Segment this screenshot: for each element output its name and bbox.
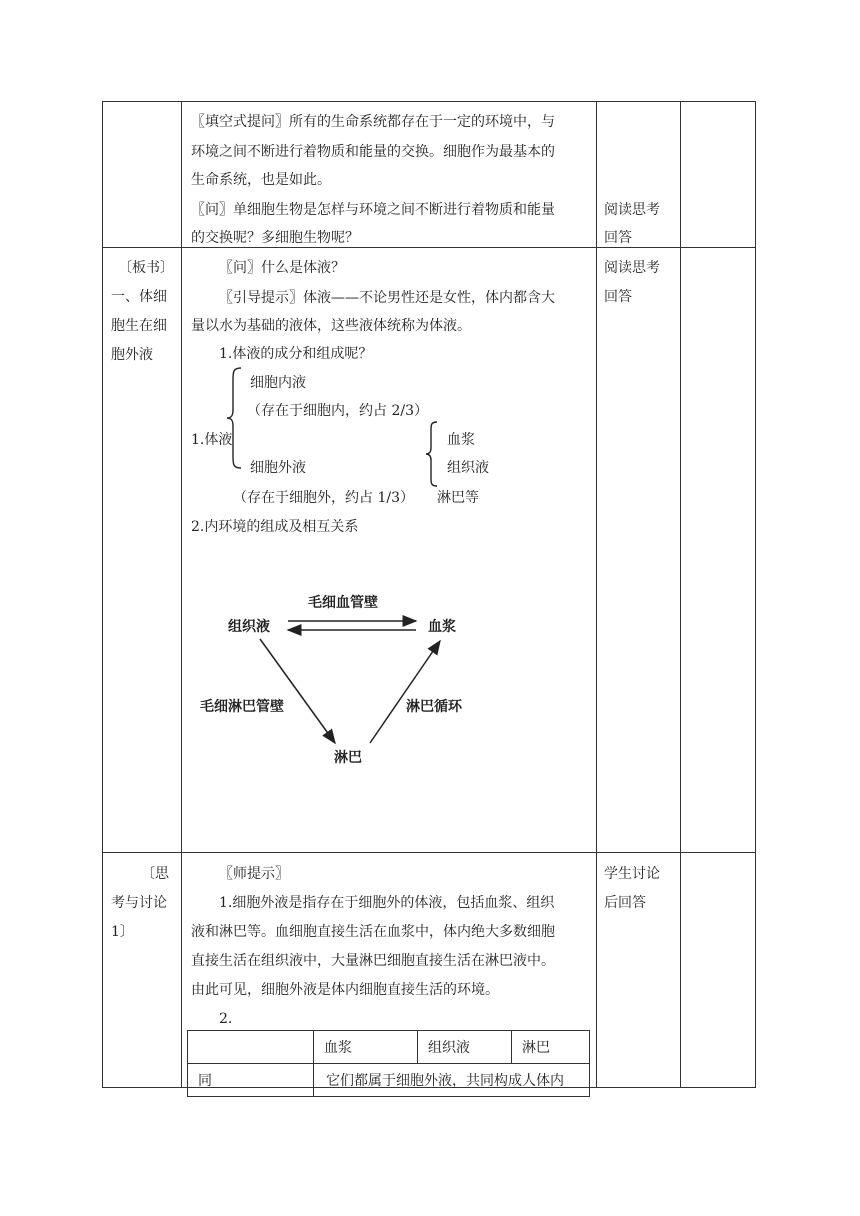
row1-text-line: 的交换呢？多细胞生物呢？: [191, 230, 359, 246]
table-header-row: [188, 1031, 590, 1064]
column-divider-2: [596, 101, 597, 1088]
column-divider-1: [181, 101, 182, 1088]
row2-board-label: 〔板书〕: [118, 260, 174, 276]
capillary-wall-label: 毛细血管壁: [308, 595, 378, 611]
table-header-cell: [188, 1031, 314, 1064]
row-divider-2: [102, 852, 756, 853]
intracellular-fluid-note: （存在于细胞内，约占 2/3）: [247, 403, 428, 419]
lymph-circulation-label: 淋巴循环: [406, 699, 462, 715]
table-cell: 它们都属于细胞外液，共同构成人体内: [314, 1064, 590, 1097]
plasma-label: 血浆: [447, 432, 475, 448]
row2-board-label: 一、体细: [111, 289, 167, 305]
row3-discussion-label: 〔思: [141, 866, 169, 882]
table-header-cell: 血浆: [314, 1031, 418, 1064]
table-border-right: [755, 101, 756, 1088]
extracellular-fluid-note: （存在于细胞外，约占 1/3）: [233, 490, 414, 506]
answer-line: 由此可见，细胞外液是体内细胞直接生活的环境。: [191, 982, 499, 998]
table-row: [188, 1064, 590, 1097]
tissue-fluid-node: 组织液: [228, 619, 270, 635]
arrow-lymph-to-plasma: [370, 641, 440, 743]
table-header-cell: 组织液: [418, 1031, 512, 1064]
lymph-node: 淋巴: [334, 750, 362, 766]
row1-text-line: 〖填空式提问〗所有的生命系统都存在于一定的环境中，与: [191, 114, 555, 130]
teacher-hint-heading: 〖师提示〗: [219, 866, 289, 882]
comparison-table: [187, 1030, 590, 1097]
row3-student-activity: 后回答: [604, 895, 646, 911]
answer-line: 液和淋巴等。血细胞直接生活在血浆中，体内绝大多数细胞: [191, 924, 555, 940]
row2-board-label: 胞生在细: [111, 318, 167, 334]
subheading: 2.内环境的组成及相互关系: [191, 519, 359, 535]
question-line: 〖问〗什么是体液？: [219, 260, 345, 276]
answer-line: 直接生活在组织液中，大量淋巴细胞直接生活在淋巴液中。: [191, 953, 555, 969]
answer-line: 1.细胞外液是指存在于细胞外的体液，包括血浆、组织: [219, 895, 555, 911]
table-cell: 同: [188, 1064, 314, 1097]
column-divider-3: [680, 101, 681, 1088]
row3-student-activity: 学生讨论: [604, 866, 660, 882]
subheading: 1.体液的成分和组成呢？: [219, 346, 373, 362]
row1-text-line: 〖问〗单细胞生物是怎样与环境之间不断进行着物质和能量: [191, 202, 555, 218]
body-fluid-label: 1.体液: [191, 432, 233, 448]
table-border-top: [102, 101, 756, 102]
hint-line: 〖引导提示〗体液——不论男性还是女性，体内都含大: [219, 290, 555, 306]
extracellular-fluid-label: 细胞外液: [250, 460, 306, 476]
left-brace-icon: [225, 366, 245, 470]
table-header-cell: 淋巴: [512, 1031, 590, 1064]
row1-student-activity: 阅读思考: [604, 202, 660, 218]
row2-board-label: 胞外液: [111, 347, 153, 363]
row3-discussion-label: 1〕: [111, 924, 134, 940]
hint-line: 量以水为基础的液体，这些液体统称为体液。: [191, 318, 471, 334]
row1-student-activity: 回答: [604, 230, 632, 246]
tissue-fluid-label: 组织液: [447, 460, 489, 476]
internal-environment-diagram: [190, 575, 480, 775]
table-border-left: [102, 101, 103, 1088]
row2-student-activity: 回答: [604, 289, 632, 305]
row1-text-line: 环境之间不断进行着物质和能量的交换。细胞作为最基本的: [191, 144, 555, 160]
item-number: 2.: [219, 1011, 233, 1027]
plasma-node: 血浆: [428, 619, 456, 635]
row3-discussion-label: 考与讨论: [111, 895, 167, 911]
row2-student-activity: 阅读思考: [604, 260, 660, 276]
arrow-tissue-to-lymph: [260, 639, 335, 743]
lymph-capillary-wall-label: 毛细淋巴管壁: [200, 699, 284, 715]
row1-text-line: 生命系统，也是如此。: [191, 172, 331, 188]
lymph-label: 淋巴等: [437, 490, 479, 506]
left-brace-icon: [424, 420, 440, 488]
intracellular-fluid-label: 细胞内液: [250, 375, 306, 391]
